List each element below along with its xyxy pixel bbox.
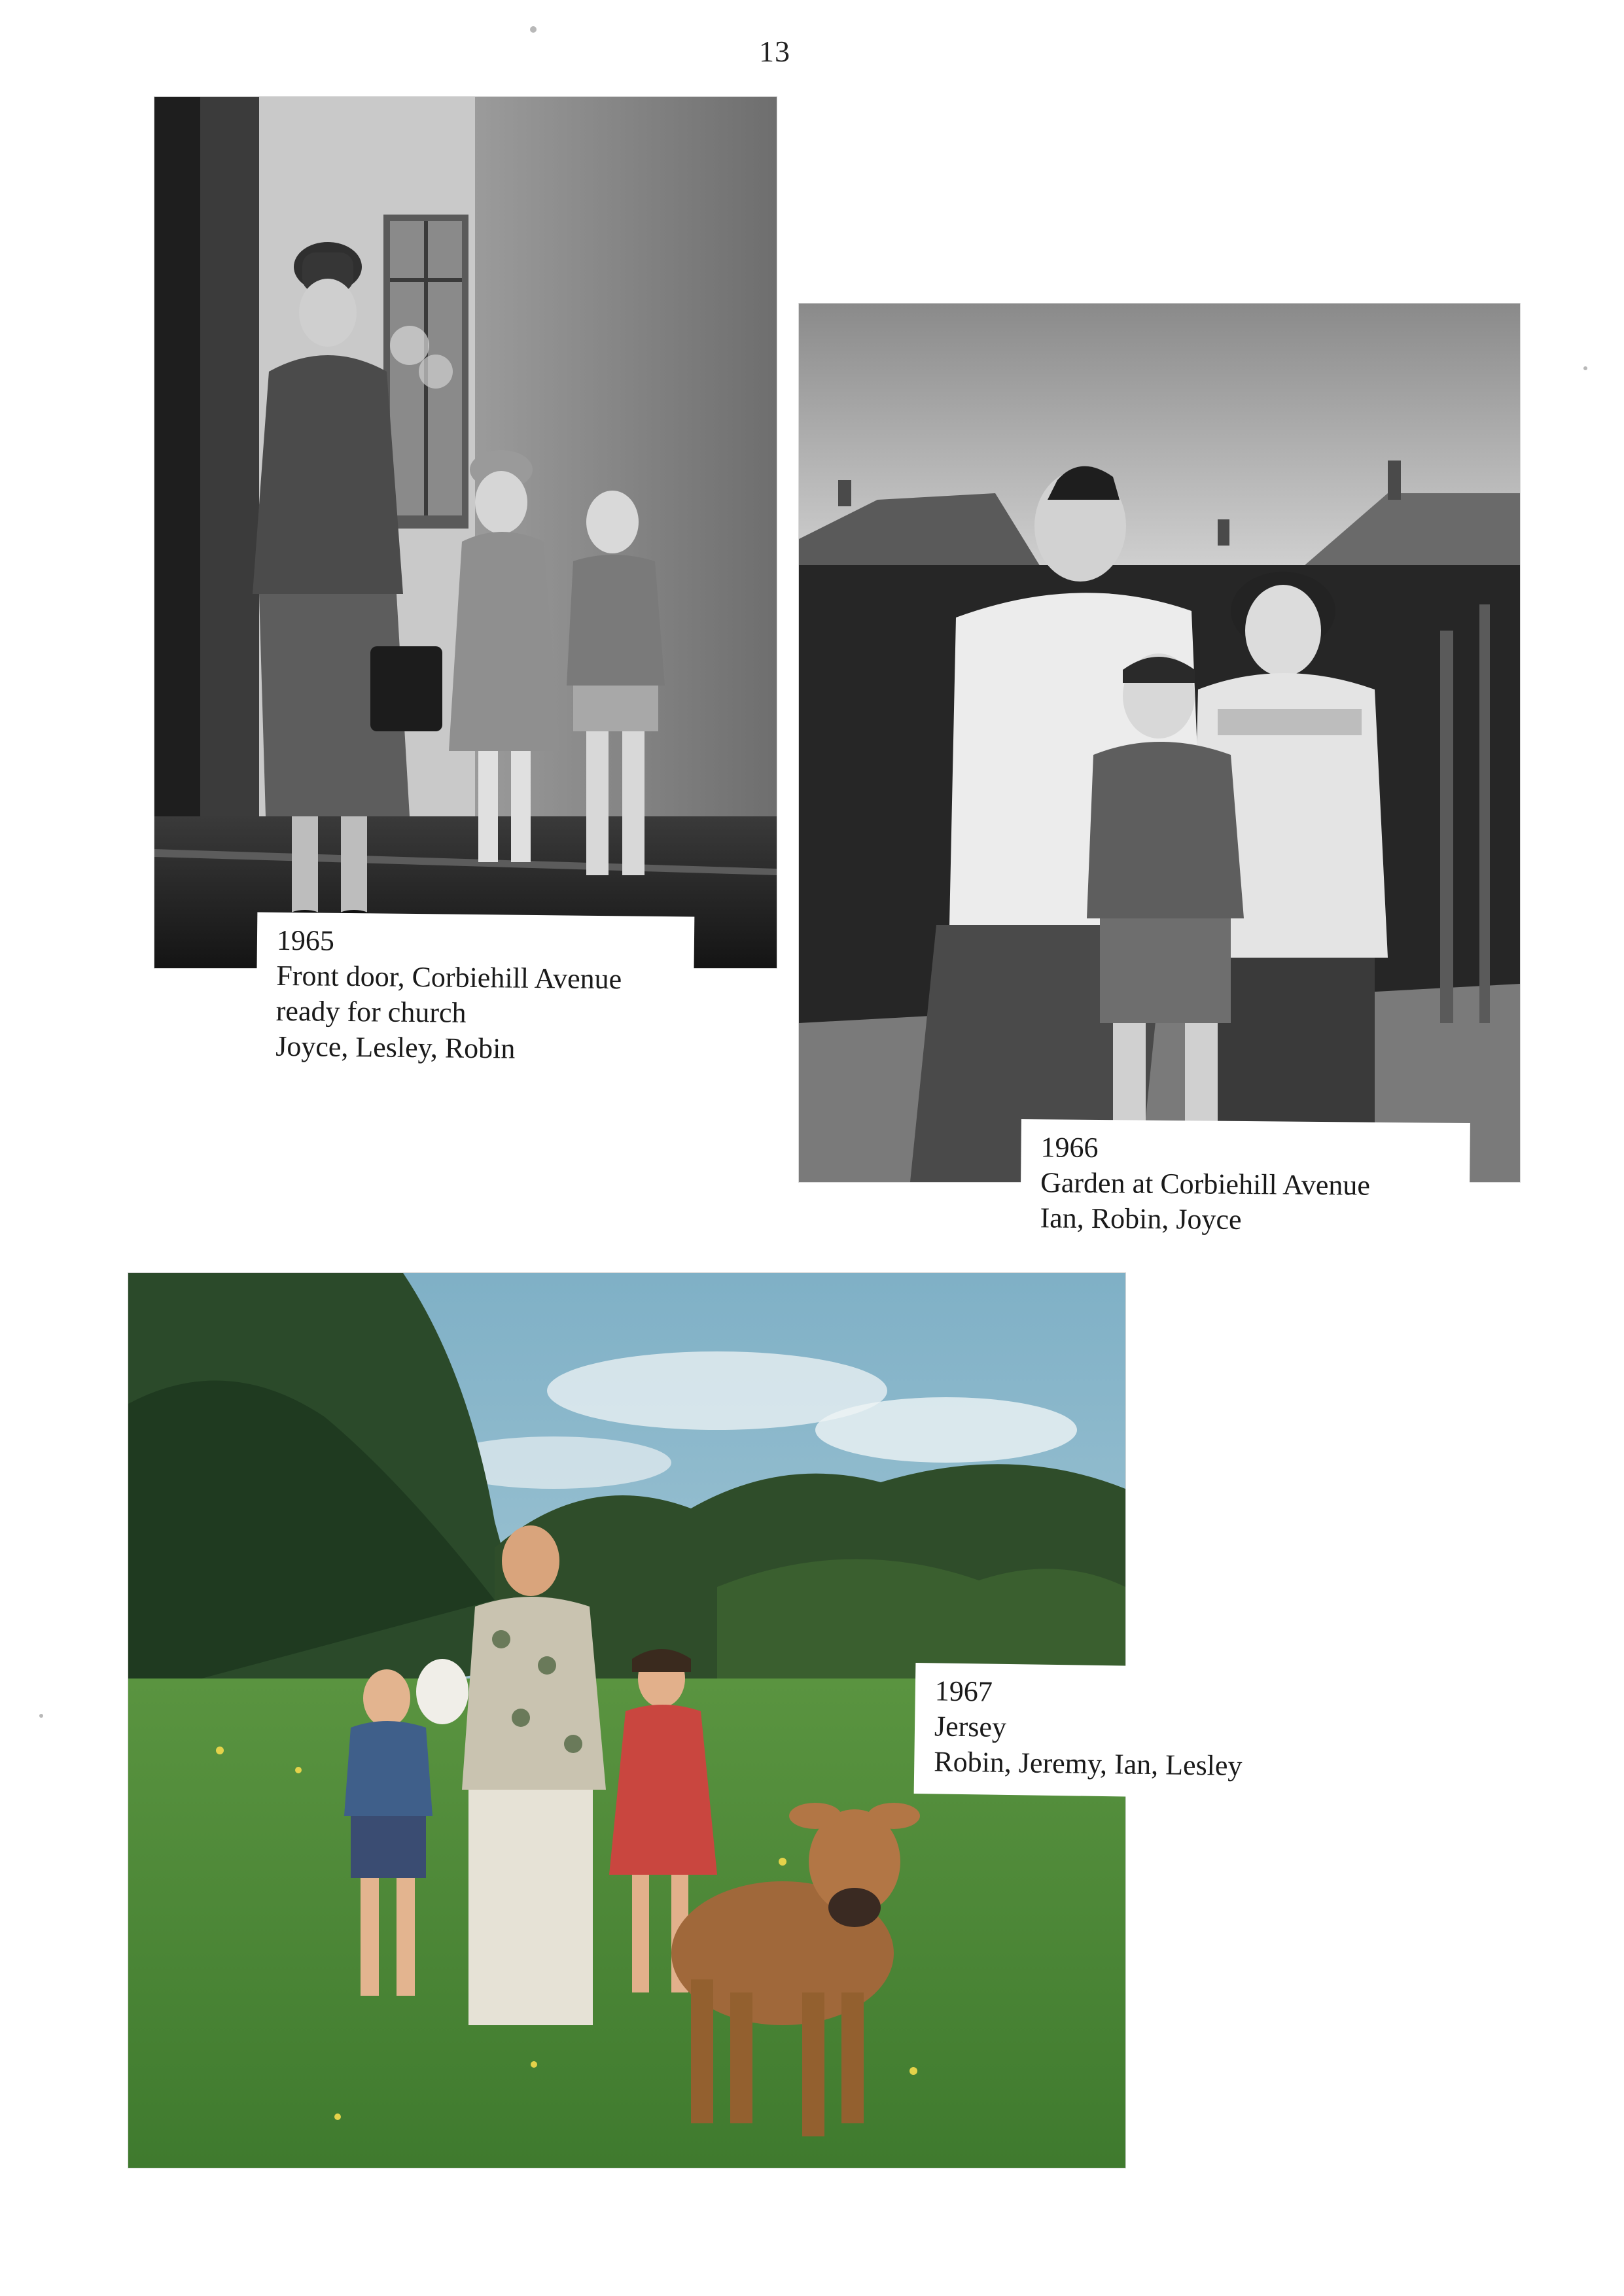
photo-1966-garden [799, 304, 1520, 1182]
caption-1966 [1020, 1119, 1470, 1261]
caption-1965 [256, 913, 695, 1088]
caption-year: 1966 [1040, 1131, 1099, 1164]
scan-speck [39, 1714, 43, 1718]
photo-1965-image [154, 97, 777, 968]
photo-1966-image [799, 304, 1520, 1182]
caption-people: Ian, Robin, Joyce [1040, 1202, 1242, 1236]
caption-people: Robin, Jeremy, Ian, Lesley [933, 1745, 1243, 1782]
caption-location: Garden at Corbiehill Avenue [1040, 1166, 1371, 1202]
caption-1967 [914, 1663, 1290, 1799]
photo-1965-front-door [154, 97, 777, 968]
caption-year: 1965 [276, 924, 335, 957]
scan-speck [530, 26, 537, 33]
scan-speck [1583, 366, 1587, 370]
caption-location: Jersey [934, 1710, 1007, 1743]
caption-year: 1967 [934, 1675, 993, 1708]
page-number: 13 [759, 35, 790, 68]
caption-occasion: ready for church [275, 994, 467, 1029]
caption-location: Front door, Corbiehill Avenue [276, 959, 622, 996]
caption-people: Joyce, Lesley, Robin [275, 1030, 516, 1065]
